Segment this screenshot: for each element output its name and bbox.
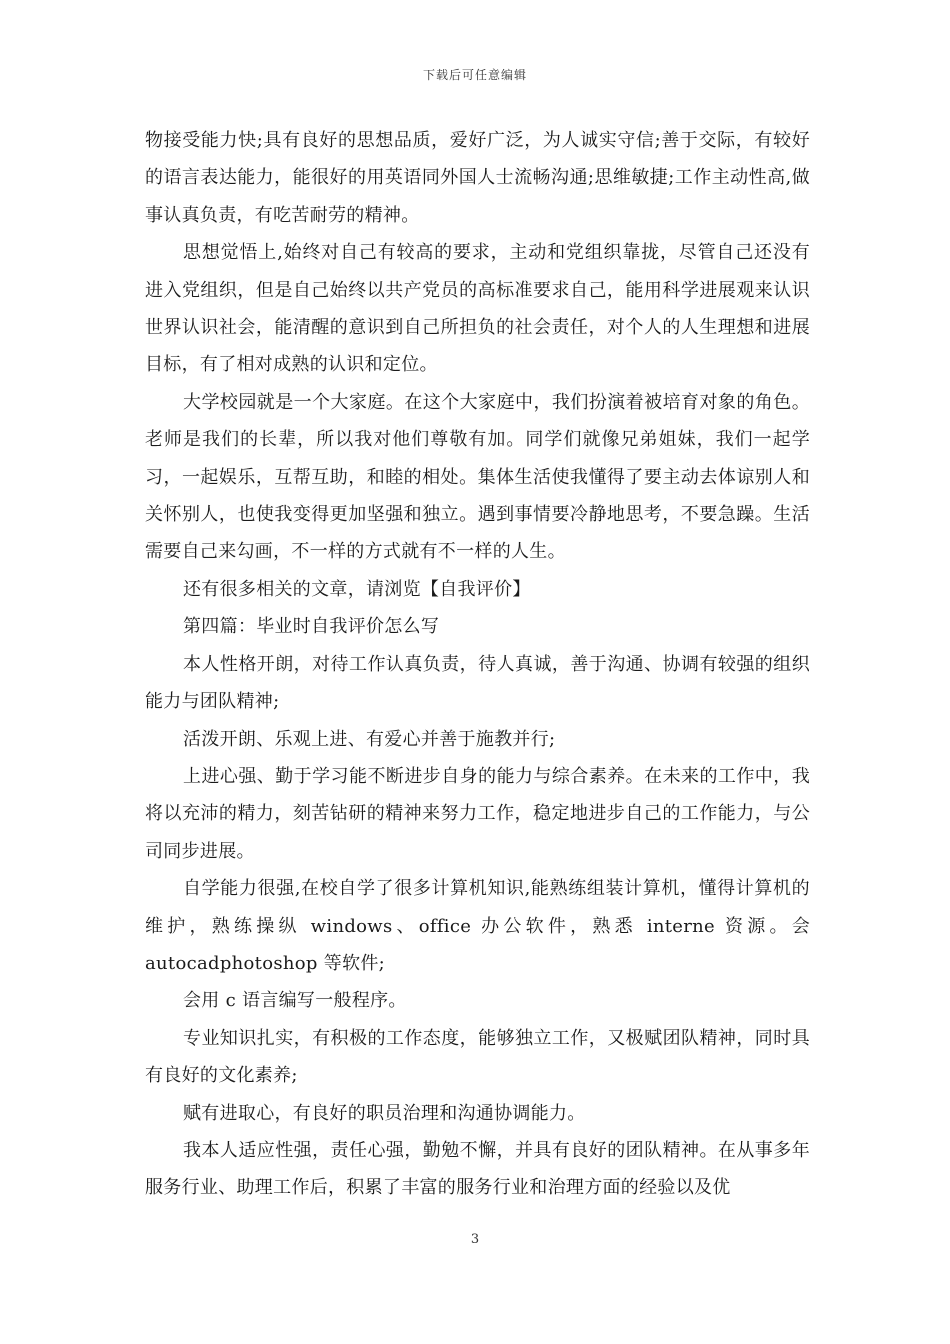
document-body xyxy=(145,122,810,1207)
paragraph: 大学校园就是一个大家庭。在这个大家庭中，我们扮演着被培育对象的角色。老师是我们的长辈，所以我对他们尊敬有加。同学们就像兄弟姐妹，我们一起学习，一起娱乐，互帮互助，和睦的相处。集体生活使我懂得了要主动去体谅别人和关怀别人，也使我变得更加坚强和独立。遇到事情要冷静地思考，不要急躁。生活需要自己来勾画，不一样的方式就有不一样的人生。 xyxy=(145,391,810,563)
paragraph: 会用 c 语言编写一般程序。 xyxy=(183,990,407,1012)
paragraph: 本人性格开朗，对待工作认真负责，待人真诚，善于沟通、协调有较强的组织能力与团队精神; xyxy=(145,653,810,713)
page-number: 3 xyxy=(470,1232,480,1247)
paragraph: 自学能力很强,在校自学了很多计算机知识,能熟练组装计算机，懂得计算机的维护，熟练操纵 windows、office 办公软件，熟悉 interne 资源。会autocadphotoshop 等软件; xyxy=(145,878,810,974)
page-header-note: 下载后可任意编辑 xyxy=(422,68,527,82)
paragraph: 思想觉悟上,始终对自己有较高的要求，主动和党组织靠拢，尽管自己还没有进入党组织，但是自己始终以共产党员的高标准要求自己，能用科学进展观来认识世界认识社会，能清醒的意识到自己所担负的社会责任，对个人的人生理想和进展目标，有了相对成熟的认识和定位。 xyxy=(145,242,810,376)
paragraph: 物接受能力快;具有良好的思想品质，爱好广泛，为人诚实守信;善于交际，有较好的语言表达能力，能很好的用英语同外国人士流畅沟通;思维敏捷;工作主动性高,做事认真负责，有吃苦耐劳的精神。 xyxy=(145,130,810,226)
paragraph: 还有很多相关的文章，请浏览【自我评价】 xyxy=(183,578,531,600)
paragraph: 上进心强、勤于学习能不断进步自身的能力与综合素养。在未来的工作中，我将以充沛的精力，刻苦钻研的精神来努力工作，稳定地进步自己的工作能力，与公司同步进展。 xyxy=(145,765,810,862)
paragraph: 赋有进取心，有良好的职员治理和沟通协调能力。 xyxy=(183,1102,586,1124)
paragraph: 我本人适应性强，责任心强，勤勉不懈，并具有良好的团队精神。在从事多年服务行业、助理工作后，积累了丰富的服务行业和治理方面的经验以及优 xyxy=(145,1139,810,1199)
paragraph: 专业知识扎实，有积极的工作态度，能够独立工作，又极赋团队精神，同时具有良好的文化素养; xyxy=(145,1027,810,1087)
section-heading: 第四篇：毕业时自我评价怎么写 xyxy=(183,616,440,638)
paragraph: 活泼开朗、乐观上进、有爱心并善于施教并行; xyxy=(183,728,556,750)
